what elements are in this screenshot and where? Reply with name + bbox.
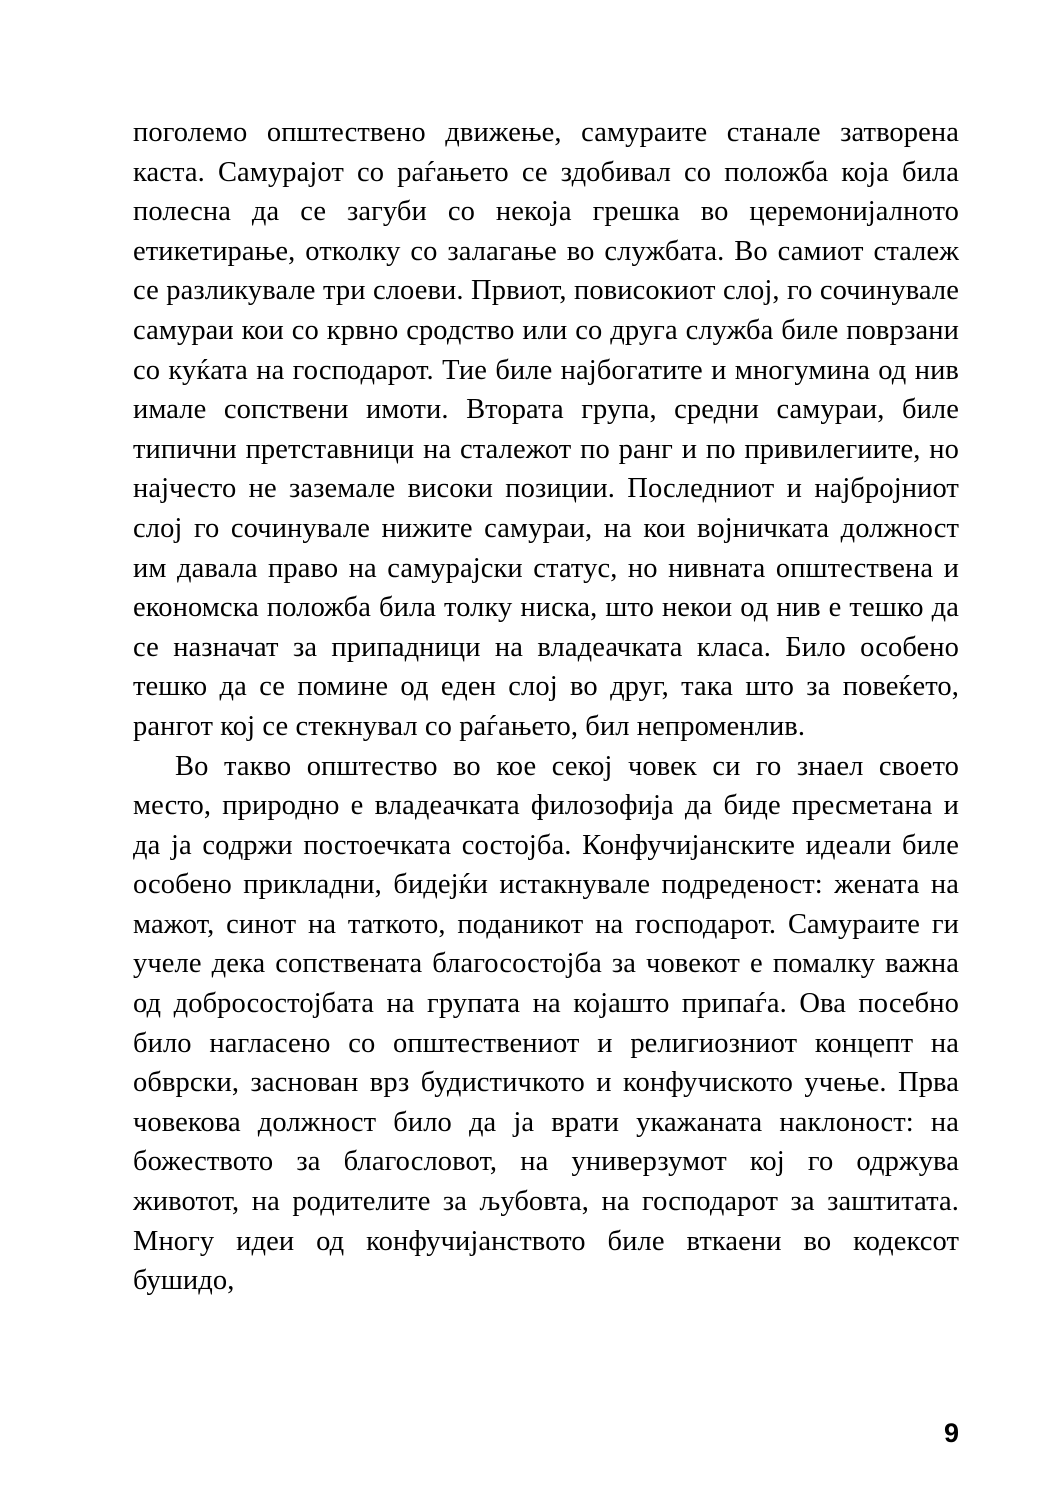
paragraph-continued: поголемо општествено движење, самураите станале затворена каста. Самурајот со раѓањето се здобивал со положба која била полесна да се загуби со некоја грешка во церемонијалното етикетирање, отколку со залагање во службата. Во самиот сталеж се разликувале три слоеви. Првиот, повисокиот слој, го сочинувале самураи кои со крвно сродство или со друга служба биле поврзани со куќата на господарот. Тие биле најбогатите и многумина од нив имале сопствени имоти. Втората група, средни самураи, биле типични претставници на сталежот по ранг и по привилегиите, но најчесто не заземале високи позиции. Последниот и најбројниот слој го сочинувале нижите самураи, на кои војничката должност им давала право на самурајски статус, но нивната општествена и економска положба била толку ниска, што некои од нив е тешко да се назначат за припадници на владеачката класа. Било особено тешко да се помине од еден слој во друг, така што за повеќето, рангот кој се стекнувал со раѓањето, бил непроменлив. — [133, 117, 959, 742]
page-number: 9 — [943, 1418, 959, 1448]
text-column — [133, 113, 959, 1301]
paragraph-new: Во такво општество во кое секој човек си го знаел своето место, природно е владеачката филозофија да биде пресметана и да ја содржи постоечката состојба. Конфучијанските идеали биле особено прикладни, бидејќи истакнувале подреденост: жената на мажот, синот на таткото, поданикот на господарот. Самураите ги учеле дека сопствената благосостојба за човекот е помалку важна од добросостојбата на групата на којашто припаѓа. Ова посебно било нагласено со општествениот и религиозниот концепт на обврски, заснован врз будистичкото и конфучиското учење. Прва човекова должност било да ја врати укажаната наклоност: на божеството за благословот, на универзумот кој го одржува животот, на родителите за љубовта, на господарот за заштитата. Многу идеи од конфучијанството биле вткаени во кодексот бушидо, — [133, 750, 959, 1297]
